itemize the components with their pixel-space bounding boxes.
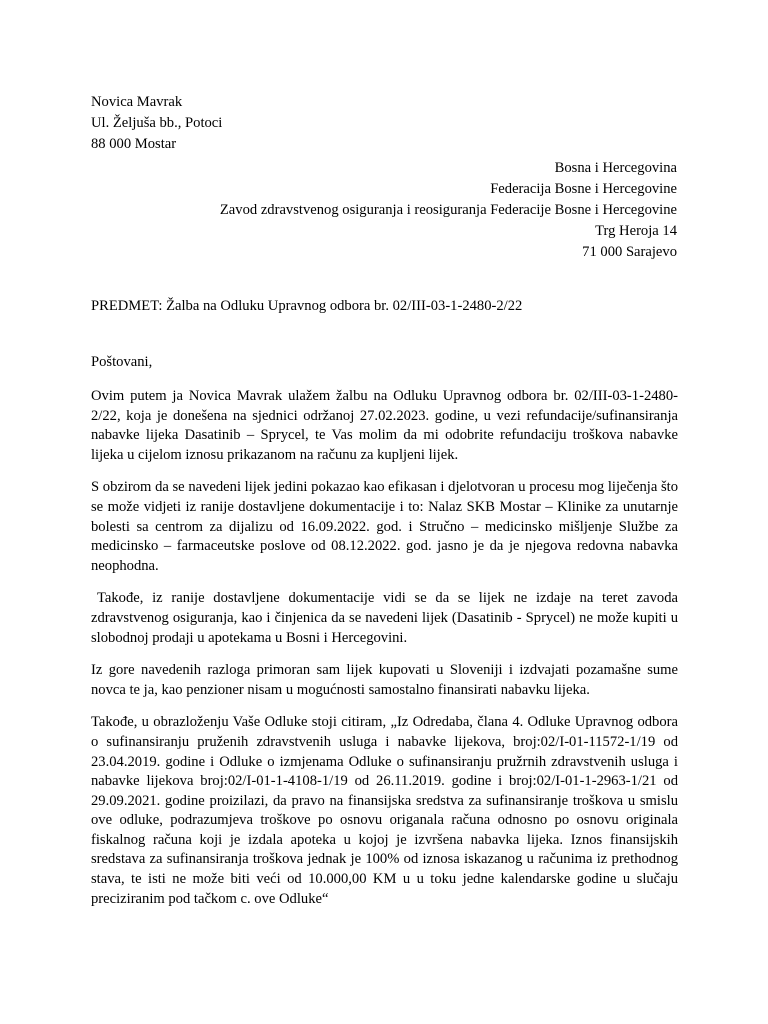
sender-address: [91, 92, 391, 155]
sender-name: Novica Mavrak: [91, 94, 183, 110]
recipient-line-1: Bosna i Hercegovina: [554, 160, 677, 176]
body-paragraph-2: S obzirom da se navedeni lijek jedini pokazao kao efikasan i djelotvoran u procesu mog liječenja što se može vidjeti iz ranije dostavljene dokumentacije i to: Nalaz SKB Mostar – Klinike za unutarnje bolesti sa centrom za dijalizu od 16.09.2022. god. i Stručno – medicinsko mišljenje Službe za medicinsko – farmaceutske poslove od 08.12.2022. god. jasno je da je njegova redovna nabavka neophodna.: [91, 479, 678, 574]
body-paragraph-4: Iz gore navedenih razloga primoran sam lijek kupovati u Sloveniji i izdvajati pozamašne sume novca te ja, kao penzioner nisam u mogućnosti samostalno finansirati nabavku lijeka.: [91, 662, 678, 698]
body-paragraph-3: Takođe, iz ranije dostavljene dokumentacije vidi se da se lijek ne izdaje na teret zavoda zdravstvenog osiguranja, kao i činjenica da se navedeni lijek (Dasatinib - Sprycel) ne može kupiti u slobodnoj prodaji u apotekama u Bosni i Hercegovini.: [91, 590, 678, 646]
recipient-line-3: Zavod zdravstvenog osiguranja i reosiguranja Federacije Bosne i Hercegovine: [219, 202, 677, 218]
recipient-line-2: Federacija Bosne i Hercegovine: [490, 181, 677, 197]
salutation: Poštovani,: [91, 354, 153, 370]
body-paragraph-1: Ovim putem ja Novica Mavrak ulažem žalbu na Odluku Upravnog odbora br. 02/III-03-1-2480-2/22, koja je donešena na sjednici održanoj 27.02.2023. godine, u vezi refundacije/sufinansiranja nabavke lijeka Dasatinib – Sprycel, te Vas molim da mi odobrite refundaciju troškova nabavke lijeka u cijelom iznosu prikazanom na računu za kupljeni lijek.: [91, 388, 678, 463]
sender-street: Ul. Željuša bb., Potoci: [91, 115, 223, 131]
recipient-address: [117, 158, 677, 263]
body-paragraph-5: Takođe, u obrazloženju Vaše Odluke stoji citiram, „Iz Odredaba, člana 4. Odluke Upravnog odbora o sufinansiranju pruženih zdravstvenih usluga i nabavke lijekova, broj:02/I-01-11572-1/19 od 23.04.2019. godine i Odluke o izmjenama Odluke o sufinansiranju pružrnih zdravstvenih usluga i nabavke lijekova broj:02/I-01-1-4108-1/19 od 26.11.2019. godine i broj:02/I-01-1-2963-1/21 od 29.09.2021. godine proizilazi, da pravo na finansijska sredstva za sufinansiranje troškova u smislu ove odluke, podrazumjeva troškove po osnovu origanala računa odnosno po osnovu originala fiskalnog računa koji je izdala apoteka u kojoj je izvršena nabavka lijeka. Iznos finansijskih sredstava za sufinansiranja troškova jednak je 100% od iznosa iskazanog u računima iz prethodnog stava, te isti ne može biti veći od 10.000,00 KM u u toku jedne kalendarske godine u slučaju preciziranim pod tačkom c. ove Odluke“: [91, 714, 678, 907]
recipient-line-4: Trg Heroja 14: [595, 223, 677, 239]
sender-city: 88 000 Mostar: [91, 136, 177, 152]
recipient-line-5: 71 000 Sarajevo: [582, 244, 677, 260]
subject-line: PREDMET: Žalba na Odluku Upravnog odbora br. 02/III-03-1-2480-2/22: [91, 298, 523, 314]
letter-body: [91, 387, 678, 922]
